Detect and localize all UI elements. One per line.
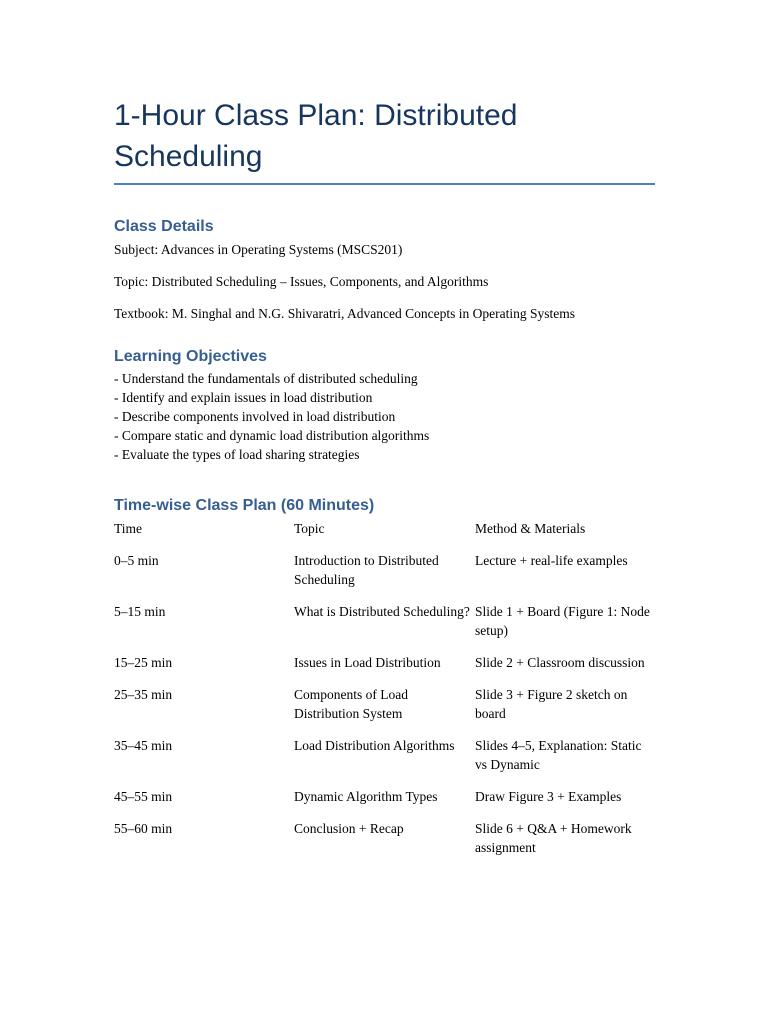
objectives-list [114, 369, 655, 464]
column-header-time: Time [114, 521, 143, 536]
class-plan-section [114, 496, 655, 870]
table-row [114, 551, 655, 602]
topic-cell: Load Distribution Algorithms [294, 738, 455, 753]
topic-cell: Issues in Load Distribution [294, 655, 441, 670]
topic-cell: Dynamic Algorithm Types [294, 789, 438, 804]
table-row [114, 819, 655, 870]
method-cell: Slide 2 + Classroom discussion [475, 655, 645, 670]
column-header-method: Method & Materials [475, 521, 586, 536]
table-row [114, 653, 655, 685]
method-cell: Slide 3 + Figure 2 sketch on board [475, 687, 628, 721]
method-cell: Slides 4–5, Explanation: Static vs Dynamic [475, 738, 642, 772]
time-cell: 55–60 min [114, 821, 173, 836]
time-cell: 35–45 min [114, 738, 173, 753]
table-row [114, 736, 655, 787]
objective-item: - Identify and explain issues in load distribution [114, 390, 373, 405]
class-details-heading: Class Details [114, 218, 214, 235]
topic-cell: Components of Load Distribution System [294, 687, 408, 721]
class-details-section [114, 217, 655, 323]
time-cell: 0–5 min [114, 553, 159, 568]
method-cell: Draw Figure 3 + Examples [475, 789, 622, 804]
objective-item: - Compare static and dynamic load distribution algorithms [114, 428, 430, 443]
method-cell: Slide 1 + Board (Figure 1: Node setup) [475, 604, 650, 638]
learning-objectives-section [114, 347, 655, 464]
learning-objectives-heading: Learning Objectives [114, 348, 267, 365]
method-cell: Slide 6 + Q&A + Homework assignment [475, 821, 632, 855]
class-plan-table [114, 519, 655, 870]
table-row [114, 602, 655, 653]
topic-cell: Conclusion + Recap [294, 821, 404, 836]
objective-item: - Describe components involved in load distribution [114, 409, 396, 424]
topic-line: Topic: Distributed Scheduling – Issues, Components, and Algorithms [114, 274, 489, 289]
topic-cell: Introduction to Distributed Scheduling [294, 553, 439, 587]
table-header-row [114, 519, 655, 551]
time-cell: 15–25 min [114, 655, 173, 670]
objective-item: - Evaluate the types of load sharing strategies [114, 447, 360, 462]
method-cell: Lecture + real-life examples [475, 553, 628, 568]
subject-line: Subject: Advances in Operating Systems (MSCS201) [114, 242, 403, 257]
objective-item: - Understand the fundamentals of distributed scheduling [114, 371, 418, 386]
time-cell: 45–55 min [114, 789, 173, 804]
time-cell: 5–15 min [114, 604, 166, 619]
table-row [114, 685, 655, 736]
document-page [114, 0, 655, 870]
class-plan-heading: Time-wise Class Plan (60 Minutes) [114, 497, 375, 514]
column-header-topic: Topic [294, 521, 325, 536]
time-cell: 25–35 min [114, 687, 173, 702]
topic-cell: What is Distributed Scheduling? [294, 604, 470, 619]
textbook-line: Textbook: M. Singhal and N.G. Shivaratri, Advanced Concepts in Operating Systems [114, 306, 575, 321]
title-underline-rule [114, 183, 655, 185]
document-title: 1-Hour Class Plan: Distributed Scheduling [114, 99, 518, 173]
table-row [114, 787, 655, 819]
